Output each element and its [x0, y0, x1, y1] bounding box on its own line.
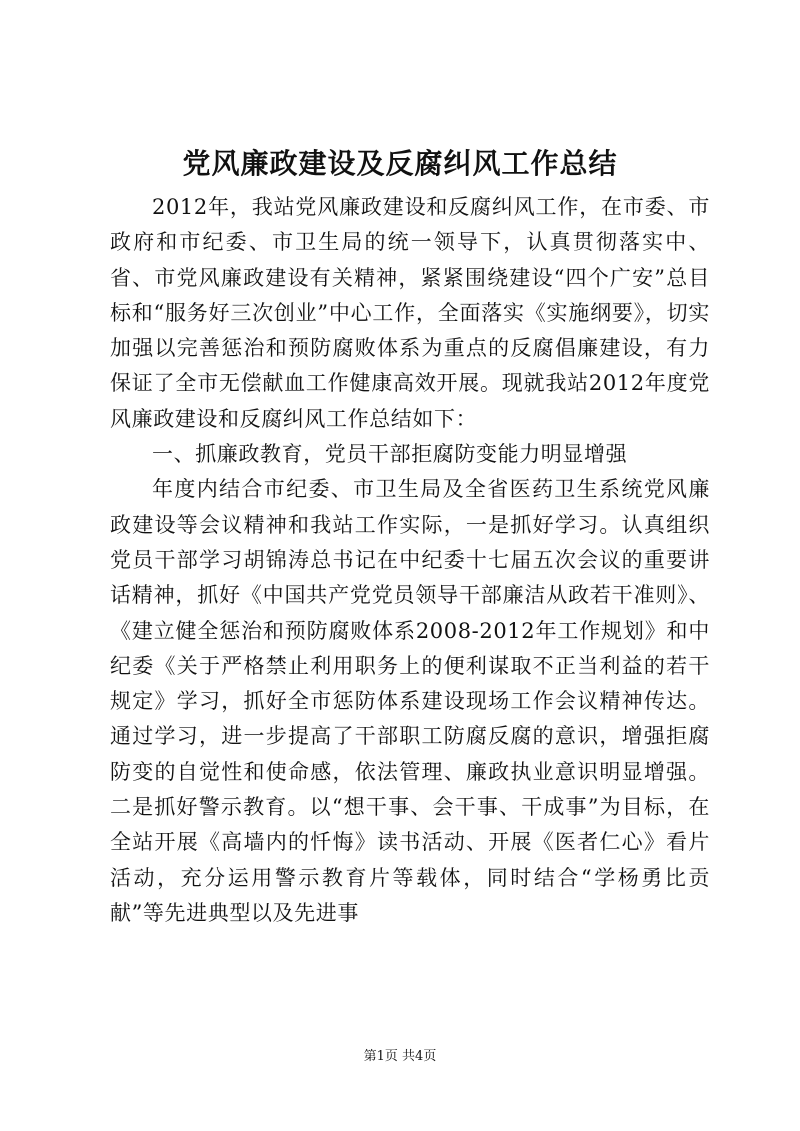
page-number: 第1页 共4页	[363, 1049, 437, 1064]
paragraph-section-1: 年度内结合市纪委、市卫生局及全省医药卫生系统党风廉政建设等会议精神和我站工作实际，一是抓好学习。认真组织党员干部学习胡锦涛总书记在中纪委十七届五次会议的重要讲话精神，抓好《中国共产党党员领导干部廉洁从政若干准则》、《建立健全惩治和预防腐败体系2008-2012年工作规划》和中纪委《关于严格禁止利用职务上的便利谋取不正当利益的若干规定》学习，抓好全市惩防体系建设现场工作会议精神传达。通过学习，进一步提高了干部职工防腐反腐的意识，增强拒腐防变的自觉性和使命感，依法管理、廉政执业意识明显增强。二是抓好警示教育。以“想干事、会干事、干成事”为目标，在全站开展《高墙内的忏悔》读书活动、开展《医者仁心》看片活动，充分运用警示教育片等载体，同时结合“学杨勇比贡献”等先进典型以及先进事	[110, 477, 710, 925]
document-title: 党风廉政建设及反腐纠风工作总结	[182, 147, 618, 180]
document-body	[110, 190, 710, 931]
section-heading-1: 一、抓廉政教育，党员干部拒腐防变能力明显增强	[152, 442, 628, 467]
paragraph-intro: 2012年，我站党风廉政建设和反腐纠风工作，在市委、市政府和市纪委、市卫生局的统一领导下，认真贯彻落实中、省、市党风廉政建设有关精神，紧紧围绕建设“四个广安”总目标和“服务好三次创业”中心工作，全面落实《实施纲要》，切实加强以完善惩治和预防腐败体系为重点的反腐倡廉建设，有力保证了全市无偿献血工作健康高效开展。现就我站2012年度党风廉政建设和反腐纠风工作总结如下：	[110, 195, 710, 431]
